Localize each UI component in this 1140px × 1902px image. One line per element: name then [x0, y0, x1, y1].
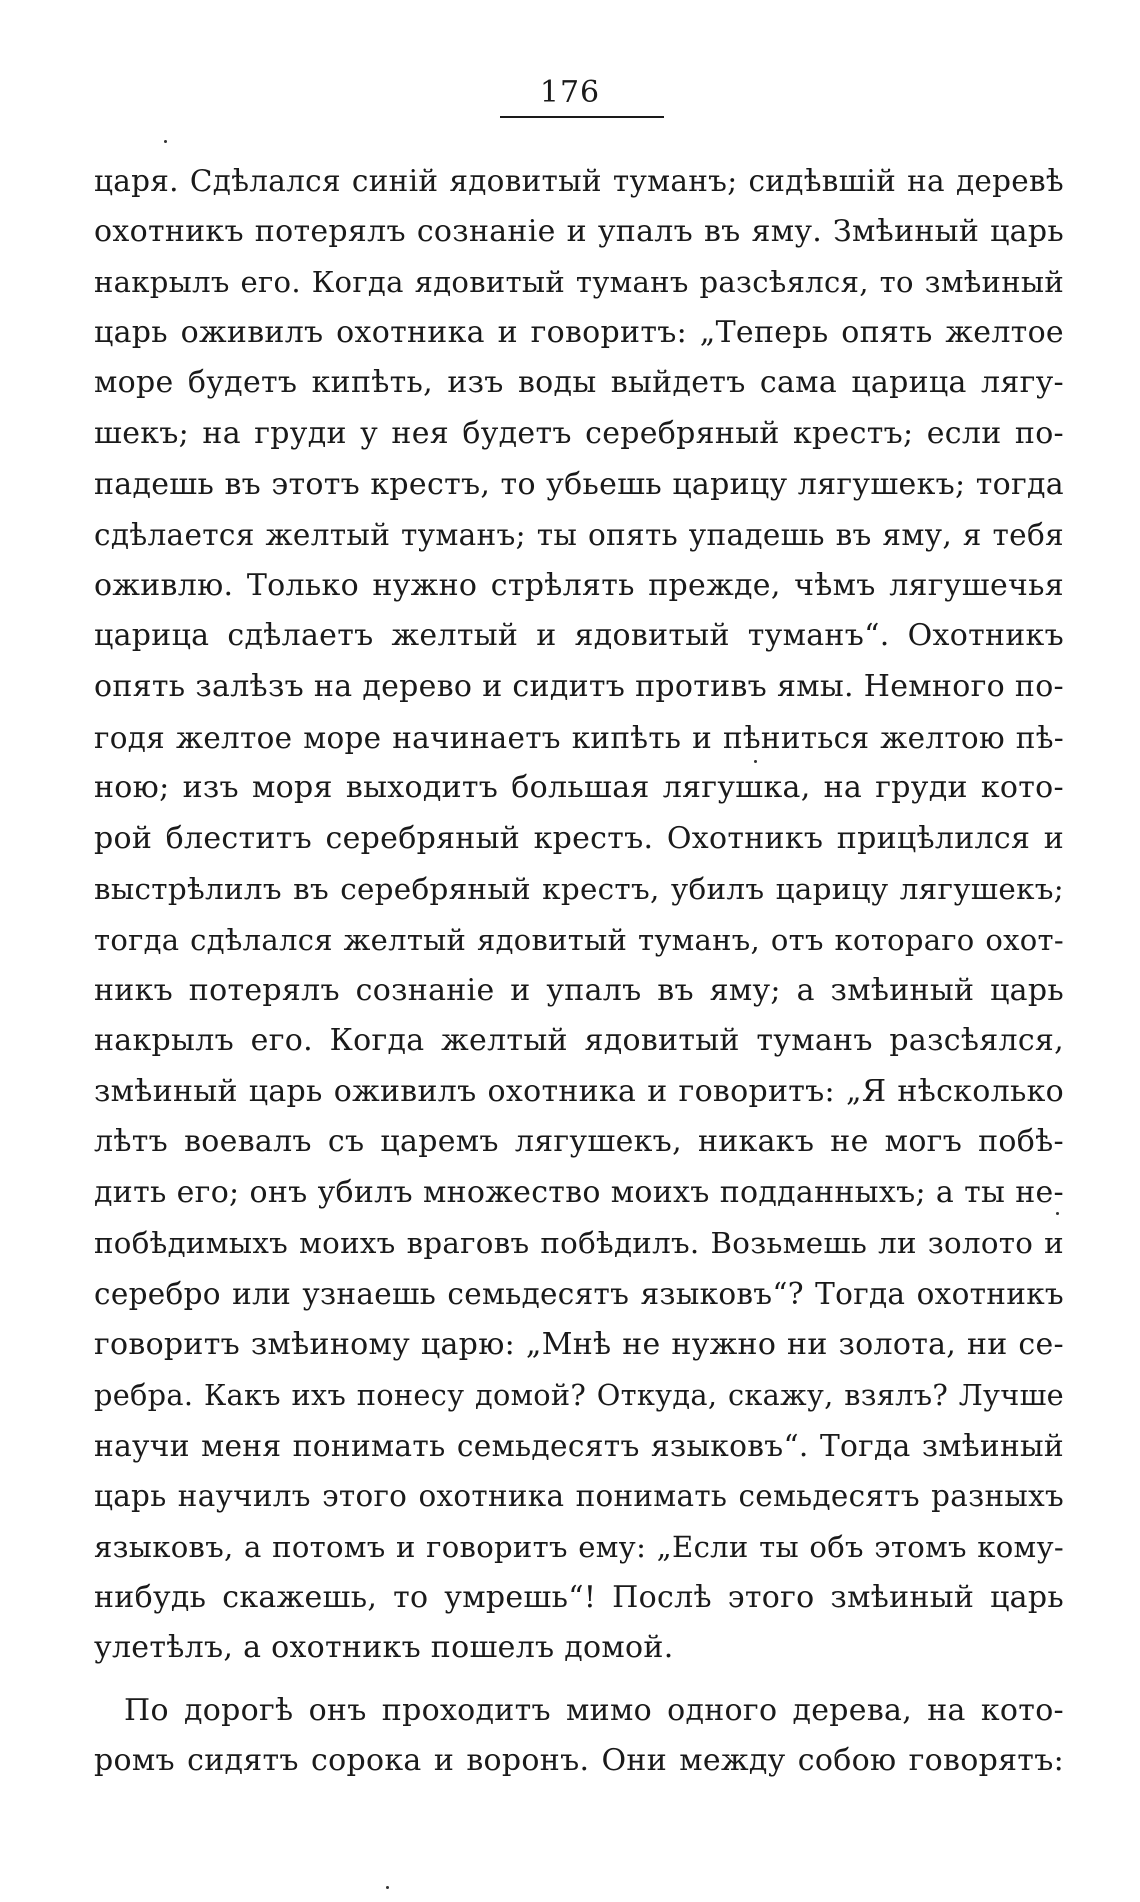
text-line: лѣтъ воевалъ съ царемъ лягушекъ, никакъ не могъ побѣ- [94, 1124, 1064, 1160]
text-line: опять залѣзъ на дерево и сидитъ противъ ямы. Немного по- [94, 668, 1064, 704]
text-line: змѣиный царь оживилъ охотника и говоритъ: „Я нѣсколько [94, 1073, 1064, 1109]
text-line: языковъ, а потомъ и говоритъ ему: „Если ты объ этомъ кому- [94, 1530, 1064, 1565]
text-line: ною; изъ моря выходитъ большая лягушка, на груди кото- [94, 770, 1064, 806]
text-line: сдѣлается желтый туманъ; ты опять упадешь въ яму, я тебя [94, 518, 1064, 553]
text-line: выстрѣлилъ въ серебряный крестъ, убилъ царицу лягушекъ; [94, 872, 1064, 907]
text-line: По дорогѣ онъ проходитъ мимо одного дерева, на кото- [124, 1692, 1064, 1728]
print-speck [754, 760, 757, 763]
text-line: никъ потерялъ сознаніе и упалъ въ яму; а змѣиный царь [94, 972, 1064, 1008]
text-line: падешь въ этотъ крестъ, то убьешь царицу лягушекъ; тогда [94, 466, 1064, 502]
print-speck [1056, 1212, 1059, 1215]
text-line: ромъ сидятъ сорока и воронъ. Они между собою говорятъ: [94, 1743, 1064, 1779]
text-line: рой блеститъ серебряный крестъ. Охотникъ прицѣлился и [94, 820, 1064, 856]
paragraph-1 [94, 156, 1064, 1674]
text-line: нибудь скажешь, то умрешь“! Послѣ этого змѣиный царь [94, 1579, 1064, 1615]
paragraph-2 [94, 1686, 1064, 1787]
text-line: царь оживилъ охотника и говоритъ: „Теперь опять желтое [94, 314, 1064, 350]
paragraph-gap [94, 1674, 1064, 1686]
page-number: 176 [539, 75, 601, 110]
text-line: оживлю. Только нужно стрѣлять прежде, чѣмъ лягушечья [94, 567, 1064, 603]
print-speck [164, 140, 167, 143]
header-rule [500, 116, 664, 118]
text-line: говоритъ змѣиному царю: „Мнѣ не нужно ни золота, ни се- [94, 1326, 1064, 1362]
text-line: царя. Сдѣлался синій ядовитый туманъ; сидѣвшій на деревѣ [94, 164, 1064, 198]
text-line: научи меня понимать семьдесятъ языковъ“. Тогда змѣиный [94, 1427, 1064, 1463]
text-line: царь научилъ этого охотника понимать семьдесятъ разныхъ [94, 1479, 1064, 1514]
text-line: тогда сдѣлался желтый ядовитый туманъ, отъ котораго охот- [94, 922, 1064, 957]
text-line: накрылъ его. Когда ядовитый туманъ разсѣялся, то змѣиный [94, 265, 1064, 300]
text-line: серебро или узнаешь семьдесятъ языковъ“? Тогда охотникъ [94, 1277, 1064, 1312]
text-line: побѣдимыхъ моихъ враговъ побѣдилъ. Возьмешь ли золото и [94, 1226, 1064, 1261]
body-text [94, 156, 1064, 1787]
text-line: охотникъ потерялъ сознаніе и упалъ въ яму. Змѣиный царь [94, 213, 1064, 249]
text-line: годя желтое море начинаетъ кипѣть и пѣниться желтою пѣ- [94, 720, 1064, 755]
text-line: море будетъ кипѣть, изъ воды выйдетъ сама царица лягу- [94, 365, 1064, 401]
text-line: шекъ; на груди у нея будетъ серебряный крестъ; если по- [94, 415, 1064, 451]
text-line: улетѣлъ, а охотникъ пошелъ домой. [94, 1630, 674, 1666]
text-line: накрылъ его. Когда желтый ядовитый туманъ разсѣялся, [94, 1023, 1064, 1059]
text-line: дить его; онъ убилъ множество моихъ подданныхъ; а ты не- [94, 1174, 1064, 1210]
print-speck [386, 1886, 389, 1889]
text-line: царица сдѣлаетъ желтый и ядовитый туманъ“. Охотникъ [94, 618, 1064, 654]
text-line: ребра. Какъ ихъ понесу домой? Откуда, скажу, взялъ? Лучше [94, 1378, 1064, 1413]
